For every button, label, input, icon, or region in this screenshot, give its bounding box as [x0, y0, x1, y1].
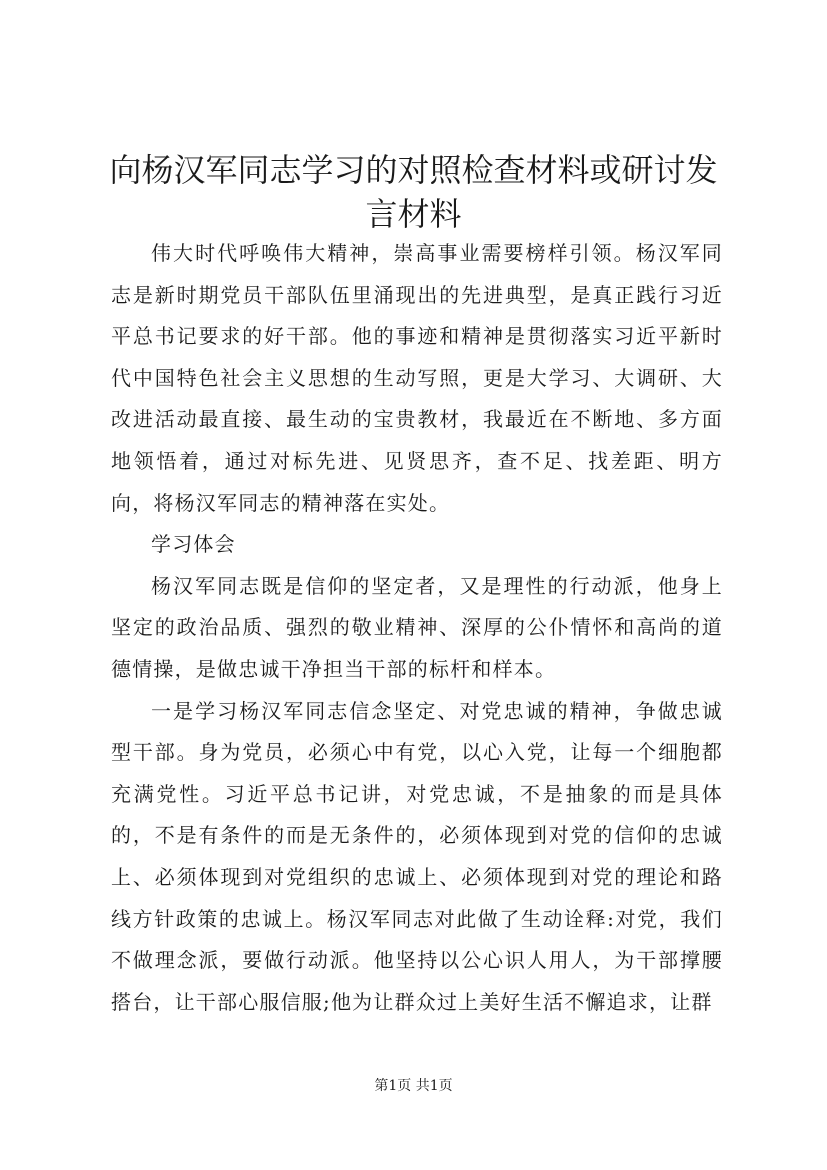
document-title: 向杨汉军同志学习的对照检查材料或研讨发言材料: [109, 151, 718, 233]
page-footer: 第1页 共1页: [374, 1078, 453, 1094]
document-body: [111, 233, 723, 1023]
section-heading: 学习体会: [151, 532, 236, 557]
point-one-paragraph: 一是学习杨汉军同志信念坚定、对党忠诚的精神，争做忠诚型干部。身为党员，必须心中有党，以心入党，让每一个细胞都充满党性。习近平总书记讲，对党忠诚，不是抽象的而是具体的，不是有条件的而是无条件的，必须体现到对党的信仰的忠诚上、必须体现到对党组织的忠诚上、必须体现到对党的理论和路线方针政策的忠诚上。杨汉军同志对此做了生动诠释:对党，我们不做理念派，要做行动派。他坚持以公心识人用人，为干部撑腰搭台，让干部心服信服;他为让群众过上美好生活不懈追求，让群: [111, 698, 723, 1014]
intro-paragraph: 伟大时代呼唤伟大精神，崇高事业需要榜样引领。杨汉军同志是新时期党员干部队伍里涌现出的先进典型，是真正践行习近平总书记要求的好干部。他的事迹和精神是贯彻落实习近平新时代中国特色社会主义思想的生动写照，更是大学习、大调研、大改进活动最直接、最生动的宝贵教材，我最近在不断地、多方面地领悟着，通过对标先进、见贤思齐，查不足、找差距、明方向，将杨汉军同志的精神落在实处。: [111, 241, 723, 515]
summary-paragraph: 杨汉军同志既是信仰的坚定者，又是理性的行动派，他身上坚定的政治品质、强烈的敬业精神、深厚的公仆情怀和高尚的道德情操，是做忠诚干净担当干部的标杆和样本。: [111, 573, 723, 681]
